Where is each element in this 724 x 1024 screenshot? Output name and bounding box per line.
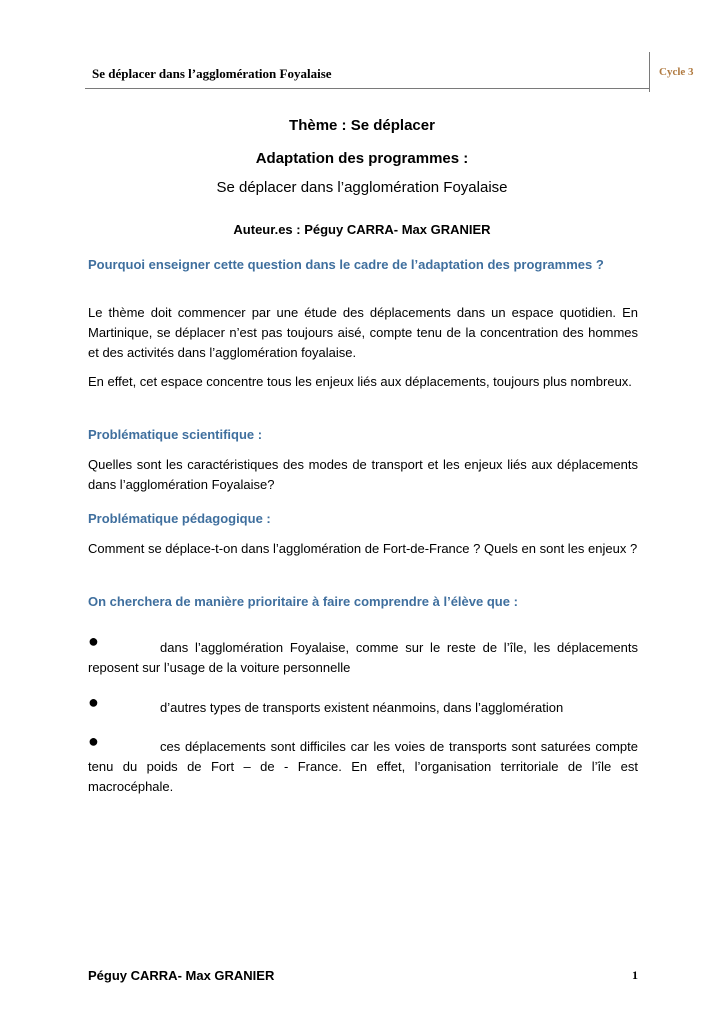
header-title: Se déplacer dans l’agglomération Foyalaise bbox=[92, 66, 332, 81]
bullet-icon: ● bbox=[88, 731, 99, 751]
scientific-heading: Problématique scientifique : bbox=[88, 427, 263, 442]
pedagogical-heading: Problématique pédagogique : bbox=[88, 511, 271, 526]
theme-title: Thème : Se déplacer bbox=[289, 117, 435, 134]
bullet-icon: ● bbox=[88, 631, 99, 651]
paragraph-intro: Le thème doit commencer par une étude des déplacements dans un espace quotidien. En Martinique, se déplacer n’est pas toujours aisé, compte tenu de la concentration des hommes et des activités dans l’agglomération foyalaise. bbox=[88, 305, 638, 360]
subject-title: Se déplacer dans l’agglomération Foyalaise bbox=[216, 179, 508, 196]
bullet-item: ces déplacements sont difficiles car les voies de transports sont saturées compte tenu du poids de Fort – de - France. En effet, l’organisation territoriale de l’île est macrocéphale. bbox=[88, 739, 638, 794]
pedagogical-question: Comment se déplace-t-on dans l’agglomération de Fort-de-France ? Quels en sont les enjeux ? bbox=[88, 541, 638, 556]
paragraph-stakes: En effet, cet espace concentre tous les enjeux liés aux déplacements, toujours plus nombreux. bbox=[88, 374, 632, 389]
scientific-question: Quelles sont les caractéristiques des modes de transport et les enjeux liés aux déplacements dans l’agglomération Foyalaise? bbox=[88, 457, 638, 492]
adaptation-title: Adaptation des programmes : bbox=[255, 150, 469, 167]
bullet-icon: ● bbox=[88, 692, 99, 712]
header-cycle: Cycle 3 bbox=[659, 66, 694, 78]
authors-line: Auteur.es : Péguy CARRA- Max GRANIER bbox=[233, 222, 491, 237]
why-heading: Pourquoi enseigner cette question dans le cadre de l’adaptation des programmes ? bbox=[88, 257, 604, 272]
footer-authors: Péguy CARRA- Max GRANIER bbox=[88, 968, 275, 983]
page-number: 1 bbox=[632, 968, 638, 982]
bullet-item: d’autres types de transports existent néanmoins, dans l’agglomération bbox=[160, 700, 564, 715]
header-rule bbox=[85, 88, 649, 89]
bullet-item: dans l’agglomération Foyalaise, comme sur le reste de l’île, les déplacements reposent sur l’usage de la voiture personnelle bbox=[88, 640, 638, 675]
header-separator bbox=[649, 52, 650, 92]
goals-heading: On cherchera de manière prioritaire à faire comprendre à l’élève que : bbox=[88, 594, 518, 609]
